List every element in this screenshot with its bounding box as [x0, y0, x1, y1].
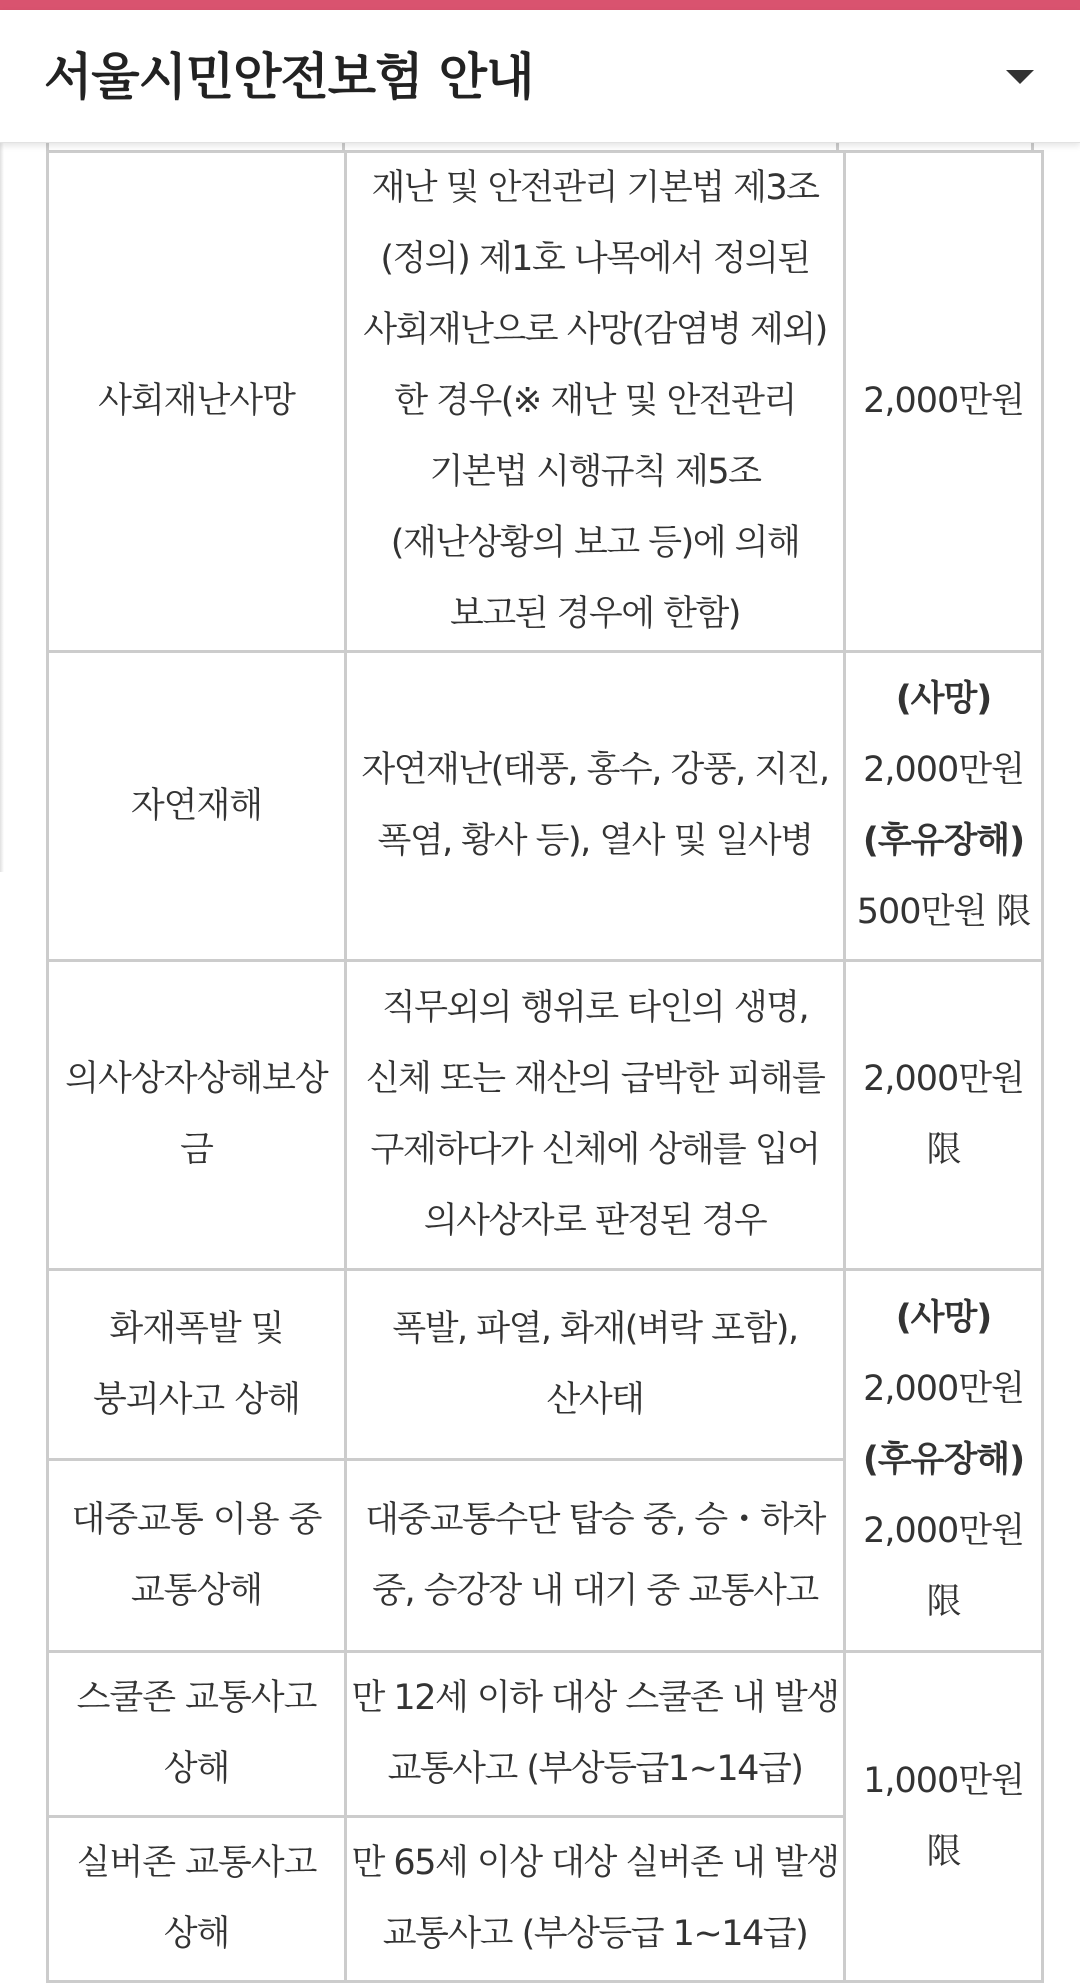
amount-value: 2,000만원 限: [863, 1511, 1024, 1622]
amount-label: (후유장해): [862, 821, 1025, 861]
table-row: [48, 1270, 1043, 1460]
table-top-continuation: [46, 142, 1034, 150]
coverage-amount-cell: [845, 1270, 1043, 1652]
coverage-type-cell: 자연재해: [48, 652, 346, 961]
coverage-amount-cell: [845, 652, 1043, 961]
amount-label: (후유장해): [862, 1440, 1025, 1480]
table-row: [48, 152, 1043, 652]
table-row: [48, 961, 1043, 1270]
amount-value: 2,000만원: [863, 750, 1024, 790]
amount-value: 2,000만원: [863, 1369, 1024, 1409]
coverage-type-cell: 의사상자상해보상금: [48, 961, 346, 1270]
accent-top-bar: [0, 0, 1080, 10]
coverage-type-cell: 대중교통 이용 중 교통상해: [48, 1460, 346, 1652]
coverage-amount-cell: 2,000만원 限: [845, 961, 1043, 1270]
amount-label: (사망): [895, 1298, 992, 1338]
coverage-desc-cell: 대중교통수단 탑승 중, 승・하차 중, 승강장 내 대기 중 교통사고: [346, 1460, 845, 1652]
amount-value: 500만원 限: [856, 892, 1031, 932]
coverage-amount-cell: 2,000만원: [845, 152, 1043, 652]
table-row: [48, 1652, 1043, 1817]
section-header[interactable]: [0, 10, 1080, 143]
table-row: [48, 652, 1043, 961]
coverage-desc-cell: 재난 및 안전관리 기본법 제3조(정의) 제1호 나목에서 정의된 사회재난으로 사망(감염병 제외)한 경우(※ 재난 및 안전관리 기본법 시행규칙 제5조(재난상황의 보고 등)에 의해 보고된 경우에 한함): [346, 152, 845, 652]
coverage-desc-cell: 만 65세 이상 대상 실버존 내 발생 교통사고 (부상등급 1~14급): [346, 1817, 845, 1982]
caret-down-icon[interactable]: [1004, 66, 1036, 88]
coverage-desc-cell: 만 12세 이하 대상 스쿨존 내 발생 교통사고 (부상등급1~14급): [346, 1652, 845, 1817]
page-edge-shadow: [0, 142, 4, 872]
amount-label: (사망): [895, 679, 992, 719]
coverage-type-cell: 실버존 교통사고 상해: [48, 1817, 346, 1982]
insurance-coverage-table: [46, 150, 1034, 1983]
coverage-desc-cell: 직무외의 행위로 타인의 생명, 신체 또는 재산의 급박한 피해를 구제하다가 신체에 상해를 입어 의사상자로 판정된 경우: [346, 961, 845, 1270]
coverage-type-cell: 사회재난사망: [48, 152, 346, 652]
coverage-amount-cell: 1,000만원限: [845, 1652, 1043, 1982]
page-title: 서울시민안전보험 안내: [44, 48, 534, 106]
coverage-desc-cell: 폭발, 파열, 화재(벼락 포함), 산사태: [346, 1270, 845, 1460]
coverage-type-cell: 화재폭발 및 붕괴사고 상해: [48, 1270, 346, 1460]
coverage-desc-cell: 자연재난(태풍, 홍수, 강풍, 지진, 폭염, 황사 등), 열사 및 일사병: [346, 652, 845, 961]
coverage-type-cell: 스쿨존 교통사고 상해: [48, 1652, 346, 1817]
